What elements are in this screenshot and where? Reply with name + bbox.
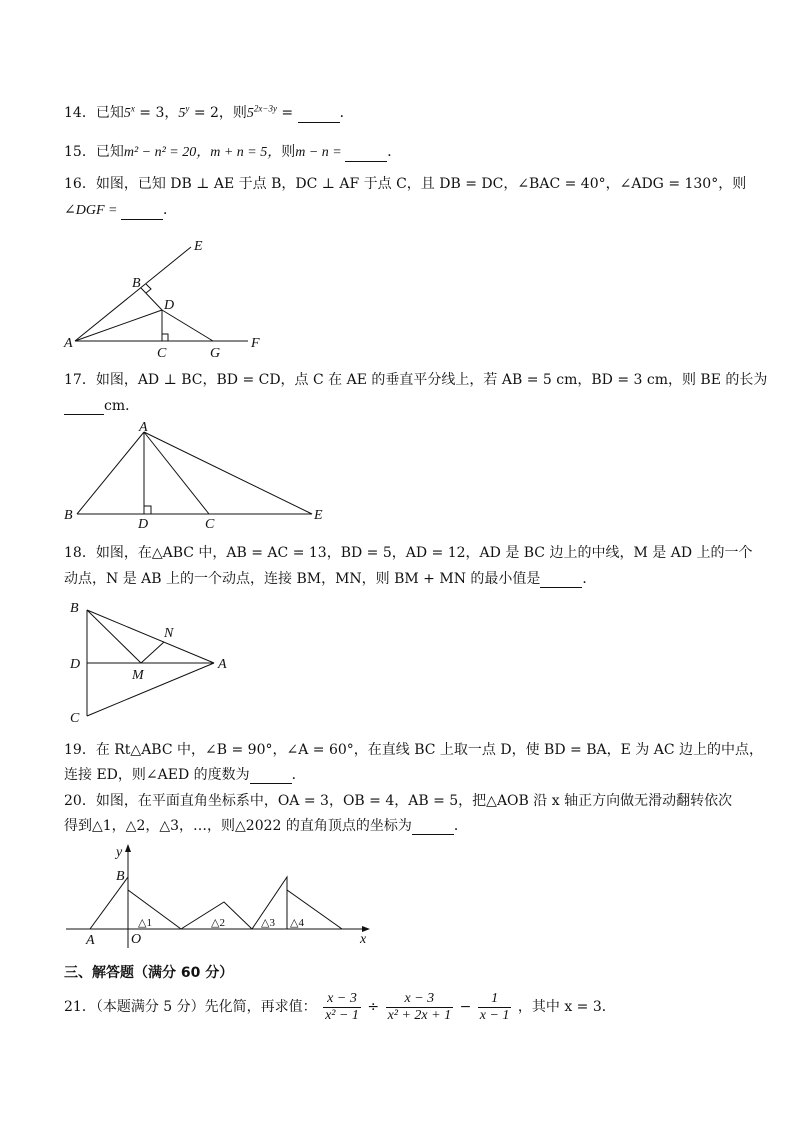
label-e: E — [314, 508, 323, 523]
segment-ae — [75, 247, 191, 341]
label-c: C — [157, 346, 167, 361]
figure-q20 — [62, 840, 382, 950]
answer-blank-19[interactable] — [250, 769, 292, 784]
question-21: 21．（本题满分 5 分）先化简，再求值： $\frac{x - 3}{\text{x² − 1}}$ ÷ $\frac{x - 3}{\text{x² + 2x + 1}}$ − $\frac{1}{x - 1}$ ，其中 x = 3． — [64, 990, 616, 1023]
question-15: 15．已知m² − n² = 20，m + n = 5，则m − n = ． — [64, 144, 402, 160]
segment-dg — [162, 310, 213, 341]
label-e: E — [194, 239, 203, 254]
answer-blank-20[interactable] — [412, 820, 454, 835]
figure-q17 — [60, 418, 340, 530]
label-triangle-1: △1 — [138, 917, 152, 929]
segment-ba — [87, 610, 214, 663]
question-17-line1: 17．如图，AD ⊥ BC，BD = CD，点 C 在 AE 的垂直平分线上，若 AB = 5 cm，BD = 3 cm，则 BE 的长为 — [64, 372, 768, 388]
segment-mn — [141, 642, 164, 663]
segment-ad — [75, 310, 162, 341]
question-20-line2: 得到△1，△2，△3，…，则△2022 的直角顶点的坐标为 ． — [64, 818, 468, 834]
question-17-line2: cm． — [64, 397, 139, 415]
label-x: x — [360, 932, 367, 947]
answer-blank-18[interactable] — [540, 573, 582, 588]
label-b: B — [64, 508, 73, 523]
label-y: y — [116, 845, 123, 860]
label-a: A — [64, 336, 73, 351]
answer-blank-16[interactable] — [121, 205, 163, 220]
label-b: B — [70, 601, 79, 616]
question-16-line2: ∠DGF = ． — [64, 202, 177, 218]
question-20-line1: 20．如图，在平面直角坐标系中，OA = 3，OB = 4，AB = 5，把△AOB 沿 x 轴正方向做无滑动翻转依次 — [64, 793, 733, 809]
segment-ae — [144, 432, 312, 514]
question-16-line1: 16．如图，已知 DB ⊥ AE 于点 B，DC ⊥ AF 于点 C，且 DB = DC，∠BAC = 40°，∠ADG = 130°，则 — [64, 176, 747, 192]
label-n: N — [164, 626, 174, 641]
segment-bd — [141, 288, 162, 310]
figure-q18 — [64, 598, 244, 728]
label-a: A — [218, 657, 227, 672]
question-18-line1: 18．如图，在△ABC 中，AB = AC = 13，BD = 5，AD = 12，AD 是 BC 边上的中线，M 是 AD 上的一个 — [64, 545, 753, 561]
label-triangle-4: △4 — [290, 917, 304, 929]
label-d: D — [70, 657, 81, 672]
answer-blank-15[interactable] — [345, 147, 387, 162]
segment-ca — [87, 663, 214, 716]
label-b: B — [132, 276, 141, 291]
label-f: F — [251, 336, 260, 351]
right-angle-mark-c — [162, 334, 168, 341]
label-d: D — [164, 298, 175, 313]
fraction-2: $\frac{x - 3}{\text{x² + 2x + 1}}$ — [387, 990, 452, 1023]
section-heading: 三、解答题（满分 60 分） — [64, 965, 234, 981]
fraction-1: $\frac{x - 3}{\text{x² − 1}}$ — [325, 990, 359, 1023]
question-14: 14．已知$5^x = 3$，$5^y = 2$，则$5^{2x-3y}$ = ． — [64, 103, 354, 121]
question-18-line2: 动点，N 是 AB 上的一个动点，连接 BM，MN，则 BM + MN 的最小值是 ． — [64, 571, 597, 587]
triangle-aob — [90, 877, 128, 929]
triangle-1 — [128, 890, 181, 929]
right-angle-mark-b — [146, 284, 151, 293]
fraction-3: $\frac{1}{x - 1}$ — [479, 990, 510, 1023]
label-b: B — [116, 869, 125, 884]
label-d: D — [138, 517, 149, 532]
label-m: M — [132, 668, 144, 683]
label-o: O — [131, 932, 142, 947]
answer-blank-17[interactable] — [64, 400, 104, 415]
segment-ab — [77, 432, 144, 514]
segment-ac — [144, 432, 209, 514]
label-a: A — [86, 933, 95, 948]
label-triangle-2: △2 — [211, 917, 225, 929]
figure-q16 — [60, 232, 270, 362]
segment-bm — [87, 610, 141, 663]
label-c: C — [205, 517, 215, 532]
answer-blank-14[interactable] — [298, 108, 340, 123]
question-19-line1: 19．在 Rt△ABC 中，∠B = 90°，∠A = 60°，在直线 BC 上取一点 D，使 BD = BA，E 为 AC 边上的中点， — [64, 742, 763, 758]
label-triangle-3: △3 — [261, 917, 275, 929]
question-19-line2: 连接 ED，则∠AED 的度数为 ． — [64, 767, 306, 783]
label-g: G — [210, 346, 221, 361]
right-angle-mark-d — [144, 506, 151, 514]
label-a: A — [139, 420, 148, 435]
y-axis-arrow — [125, 844, 131, 852]
label-c: C — [70, 711, 80, 726]
